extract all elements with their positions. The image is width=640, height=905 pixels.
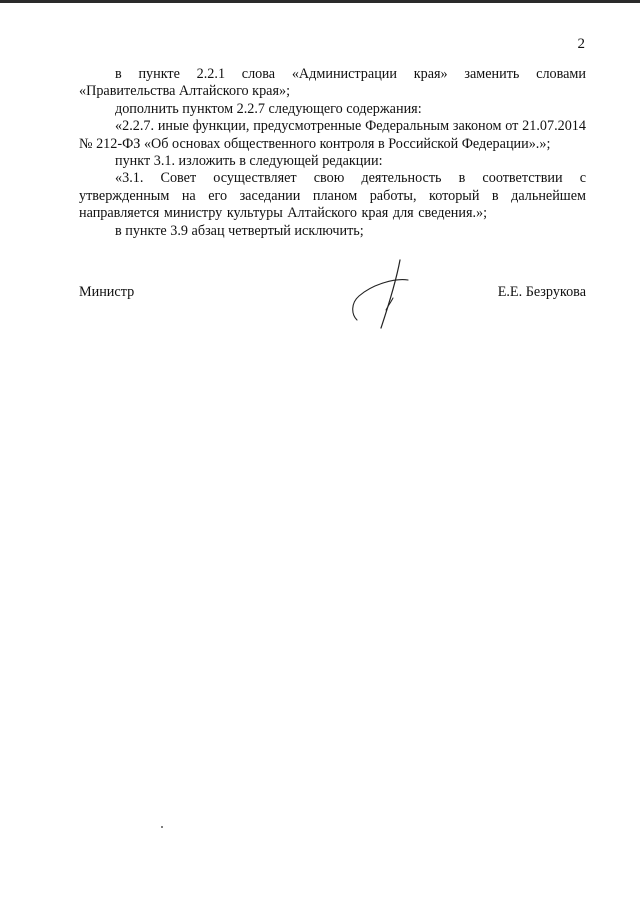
paragraph: в пункте 2.2.1 слова «Администрации края» заменить словами «Правительства Алтайского края»; [79,66,586,100]
handwritten-signature [345,258,415,330]
signatory-role: Министр [79,284,135,300]
paragraph: в пункте 3.9 абзац четвертый исключить; [115,222,364,239]
signatory-name: Е.Е. Безрукова [497,284,586,300]
scan-speck [161,826,163,828]
document-body [79,66,586,240]
page-number: 2 [577,36,585,52]
paragraph: пункт 3.1. изложить в следующей редакции: [115,153,383,170]
paragraph: «2.2.7. иные функции, предусмотренные Федеральным законом от 21.07.2014 № 212-ФЗ «Об основах общественного контроля в Российской Федерации».»; [79,118,586,152]
scan-top-edge [0,0,640,3]
paragraph: дополнить пунктом 2.2.7 следующего содержания: [115,100,422,117]
paragraph: «3.1. Совет осуществляет свою деятельность в соответствии с утвержденным на его заседании планом работы, который в дальнейшем направляется министру культуры Алтайского края для сведения.»; [79,170,586,222]
